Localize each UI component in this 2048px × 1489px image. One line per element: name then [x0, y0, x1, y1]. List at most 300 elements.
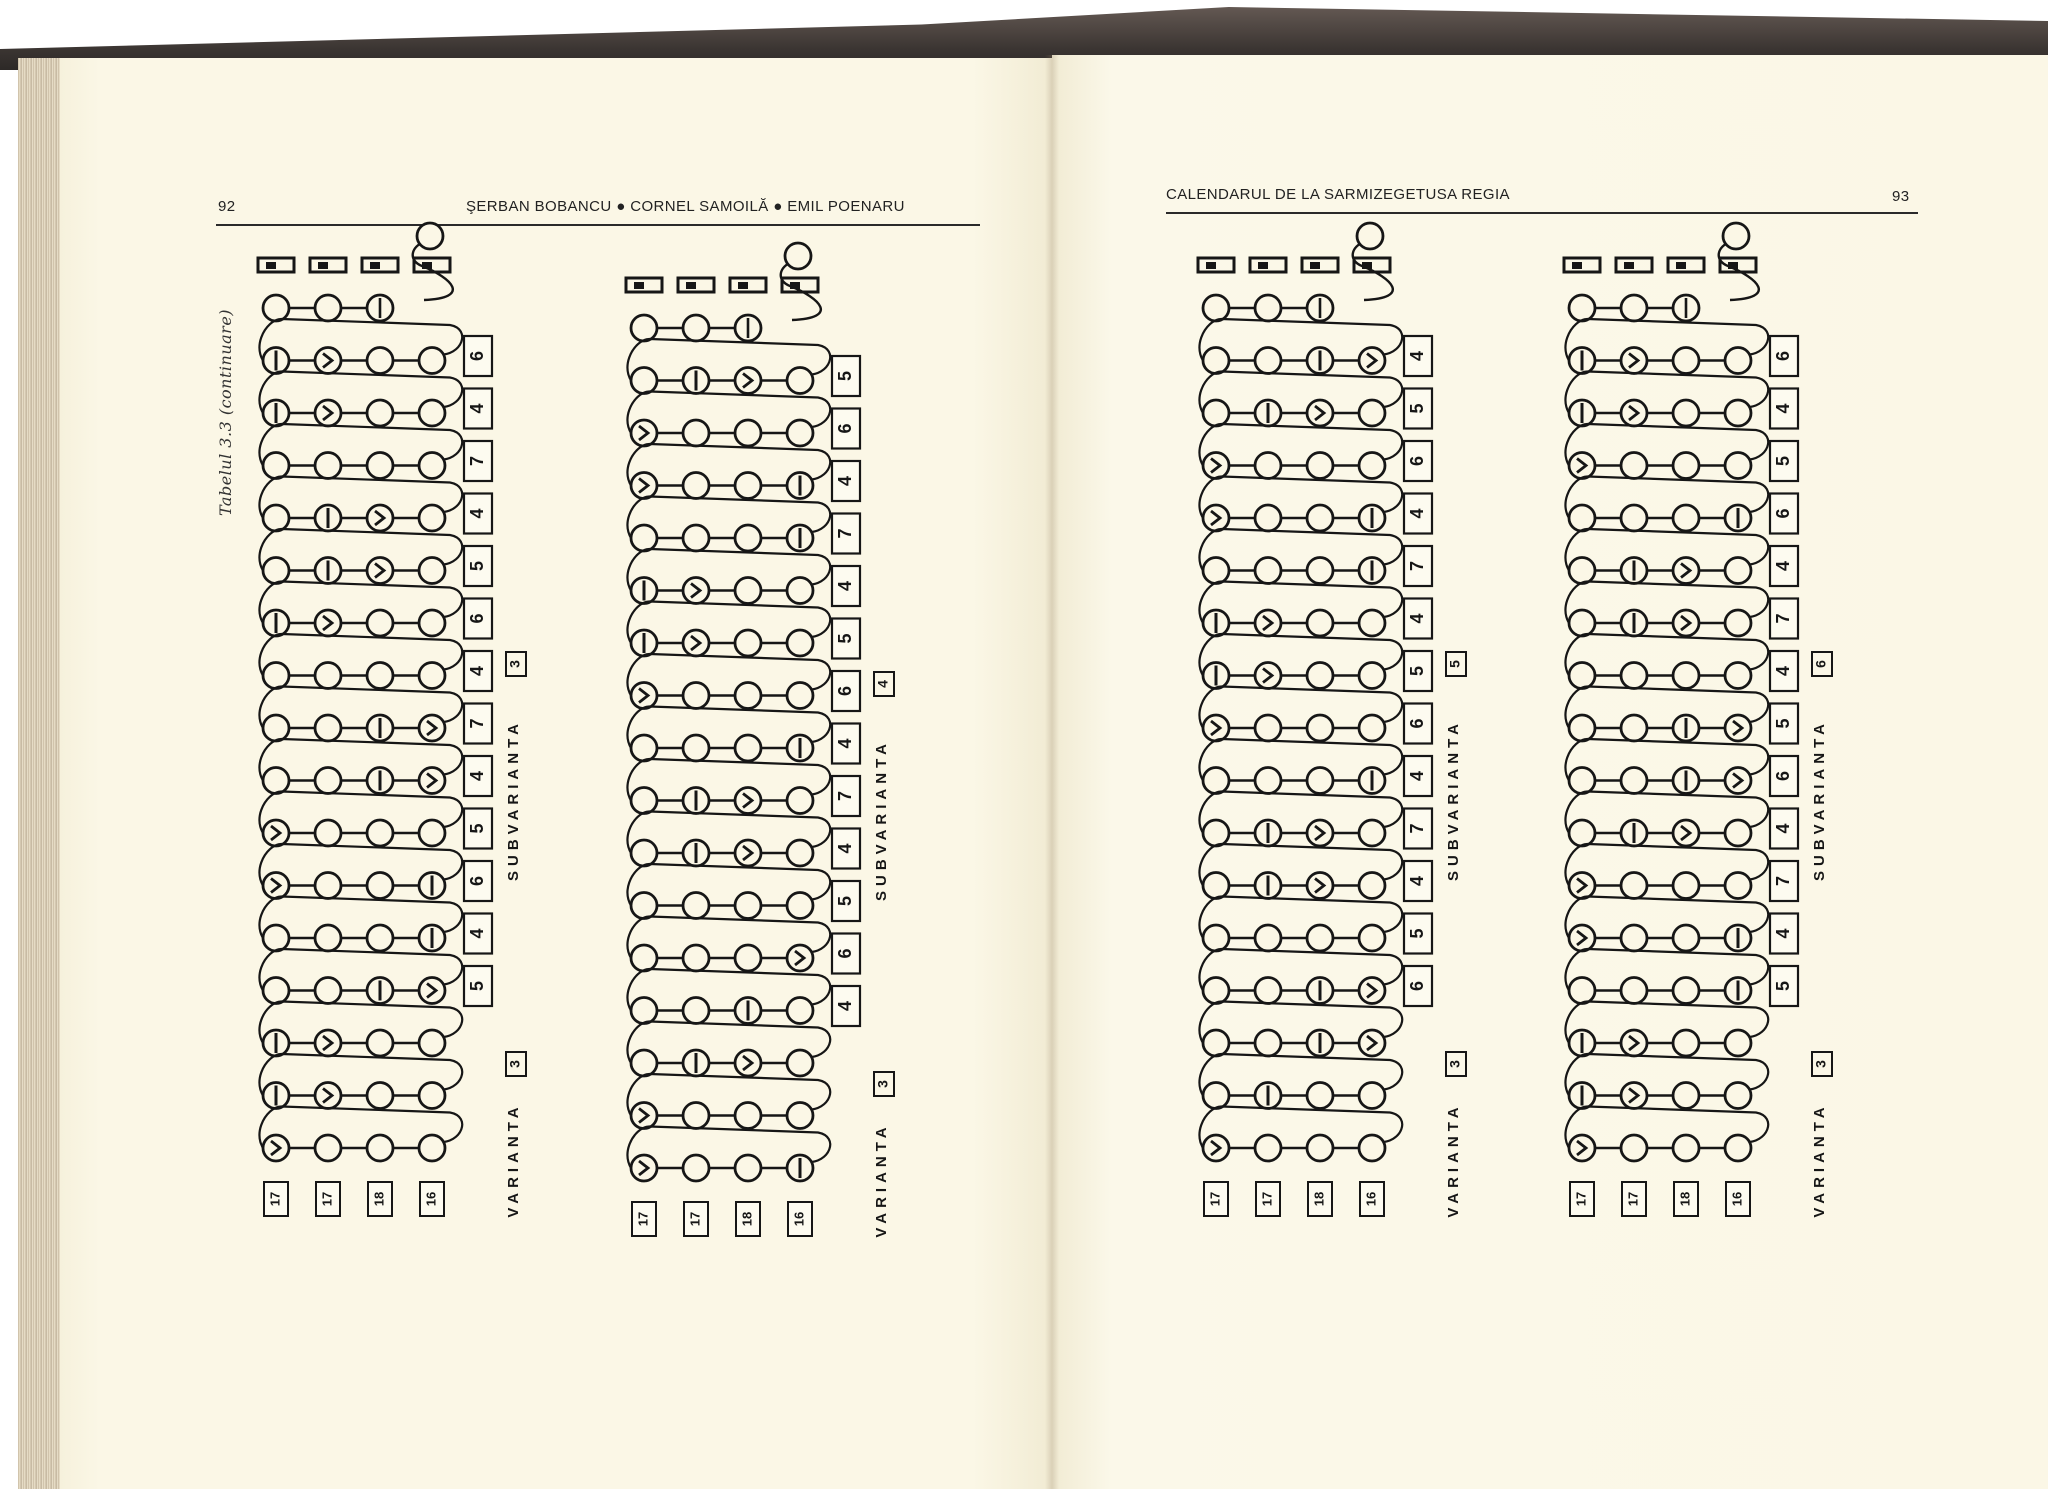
circle-marker: [1725, 1083, 1751, 1109]
circle-row: [627, 496, 830, 551]
circle-row: [259, 1106, 462, 1161]
bottom-number-box: [316, 1182, 340, 1216]
bottom-number-box: [1360, 1182, 1384, 1216]
svg-text:6: 6: [834, 685, 855, 697]
svg-text:18: 18: [1677, 1191, 1693, 1207]
svg-text:6: 6: [1772, 770, 1793, 782]
cycle-number-box: [832, 619, 860, 659]
circle-marker: [263, 1083, 289, 1109]
circle-marker: [1359, 400, 1385, 426]
circle-marker: [1203, 400, 1229, 426]
circle-marker: [735, 630, 761, 656]
circle-marker: [1307, 663, 1333, 689]
svg-text:16: 16: [1729, 1191, 1745, 1207]
circle-marker: [315, 1083, 341, 1109]
circle-row: [1199, 896, 1402, 951]
cycle-number-box: [1770, 389, 1798, 429]
circle-marker: [419, 453, 445, 479]
svg-text:5: 5: [1406, 665, 1427, 677]
circle-marker: [1307, 348, 1333, 374]
circle-row: [627, 916, 830, 971]
bottom-number-box: [1726, 1182, 1750, 1216]
circle-marker: [367, 558, 393, 584]
circle-marker: [1203, 505, 1229, 531]
circle-marker: [315, 610, 341, 636]
circle-row-first: [263, 295, 393, 321]
svg-text:4: 4: [834, 1000, 855, 1012]
circle-marker: [367, 610, 393, 636]
svg-text:7: 7: [1772, 875, 1793, 887]
cycle-number-box: [1404, 756, 1432, 796]
diagram-panel: [1200, 280, 1520, 1340]
circle-row: [1199, 424, 1402, 479]
circle-marker: [1673, 663, 1699, 689]
svg-text:16: 16: [1363, 1191, 1379, 1207]
circle-marker: [683, 1103, 709, 1129]
circle-marker: [735, 578, 761, 604]
circle-marker: [1359, 1083, 1385, 1109]
circle-row: [1565, 1106, 1768, 1161]
circle-row: [1199, 686, 1402, 741]
cycle-number-box: [1404, 441, 1432, 481]
circle-marker: [1621, 453, 1647, 479]
circle-row: [1565, 319, 1768, 374]
circle-marker: [315, 558, 341, 584]
page-edges: [18, 58, 62, 1489]
svg-text:18: 18: [371, 1191, 387, 1207]
circle-row: [1565, 949, 1768, 1004]
subvarianta-label: [873, 672, 894, 901]
circle-marker: [631, 578, 657, 604]
cycle-number-box: [832, 881, 860, 921]
svg-text:3: 3: [1446, 1060, 1463, 1068]
circle-marker: [631, 893, 657, 919]
svg-text:17: 17: [1573, 1191, 1589, 1207]
circle-marker: [367, 663, 393, 689]
svg-text:16: 16: [791, 1211, 807, 1227]
circle-row: [1199, 529, 1402, 584]
circle-marker: [683, 788, 709, 814]
circle-marker: [1307, 925, 1333, 951]
svg-text:7: 7: [466, 455, 487, 467]
circle-marker: [1255, 820, 1281, 846]
circle-marker: [631, 998, 657, 1024]
svg-text:4: 4: [874, 680, 891, 688]
svg-text:4: 4: [1772, 823, 1793, 834]
running-head-left: ŞERBAN BOBANCU ● CORNEL SAMOILĂ ● EMIL POENARU: [466, 198, 905, 215]
circle-marker: [735, 893, 761, 919]
cycle-number-box: [1404, 809, 1432, 849]
circle-row: [1565, 739, 1768, 794]
circle-marker: [683, 1050, 709, 1076]
circle-row: [1199, 844, 1402, 899]
circle-marker: [1725, 1135, 1751, 1161]
circle-marker: [1307, 820, 1333, 846]
cycle-number-box: [1770, 809, 1798, 849]
circle-marker: [315, 978, 341, 1004]
circle-marker: [631, 840, 657, 866]
circle-marker: [735, 1050, 761, 1076]
circle-marker: [735, 473, 761, 499]
svg-text:4: 4: [466, 508, 487, 519]
bottom-number-box: [1308, 1182, 1332, 1216]
circle-marker: [263, 663, 289, 689]
circle-row: [1565, 581, 1768, 636]
circle-marker: [1725, 610, 1751, 636]
circle-marker: [1725, 348, 1751, 374]
circle-marker: [1673, 873, 1699, 899]
circle-marker: [263, 610, 289, 636]
circle-marker: [419, 715, 445, 741]
svg-text:4: 4: [1772, 403, 1793, 414]
circle-marker: [1621, 1030, 1647, 1056]
circle-marker: [787, 1155, 813, 1181]
circle-row: [1199, 949, 1402, 1004]
bottom-number-box: [1622, 1182, 1646, 1216]
bottom-number-box: [684, 1202, 708, 1236]
svg-text:6: 6: [1406, 980, 1427, 992]
cycle-number-box: [464, 389, 492, 429]
circle-marker: [1569, 505, 1595, 531]
cycle-number-box: [1404, 336, 1432, 376]
circle-row: [259, 1054, 462, 1109]
bottom-number-box: [736, 1202, 760, 1236]
bottom-number-box: [1204, 1182, 1228, 1216]
circle-marker: [263, 453, 289, 479]
varianta-label: [1811, 1052, 1832, 1218]
circle-marker: [1359, 558, 1385, 584]
circle-marker: [1307, 453, 1333, 479]
circle-marker: [787, 630, 813, 656]
circle-marker: [1725, 558, 1751, 584]
circle-marker: [367, 1135, 393, 1161]
circle-marker: [631, 945, 657, 971]
circle-row: [627, 601, 830, 656]
circle-marker: [1255, 505, 1281, 531]
circle-marker: [367, 820, 393, 846]
circle-marker: [263, 715, 289, 741]
cycle-number-box: [464, 336, 492, 376]
circle-marker: [1255, 1083, 1281, 1109]
circle-row: [1199, 739, 1402, 794]
page-number-left: 92: [218, 198, 236, 215]
cycle-number-box: [1770, 494, 1798, 534]
bottom-number-box: [1570, 1182, 1594, 1216]
circle-row: [627, 969, 830, 1024]
circle-marker: [1307, 1030, 1333, 1056]
svg-text:5: 5: [1446, 660, 1463, 668]
circle-row: [259, 634, 462, 689]
circle-marker: [1673, 558, 1699, 584]
circle-marker: [1673, 348, 1699, 374]
circle-marker: [315, 1030, 341, 1056]
bottom-number-box: [264, 1182, 288, 1216]
circle-marker: [1673, 768, 1699, 794]
circle-row: [1199, 581, 1402, 636]
circle-marker: [735, 368, 761, 394]
circle-row: [1565, 371, 1768, 426]
circle-row: [1199, 371, 1402, 426]
circle-marker: [1359, 1135, 1385, 1161]
svg-text:17: 17: [687, 1211, 703, 1227]
svg-text:VARIANTA: VARIANTA: [505, 1102, 522, 1218]
svg-text:7: 7: [834, 790, 855, 802]
circle-marker: [787, 683, 813, 709]
circle-marker: [1673, 978, 1699, 1004]
svg-text:3: 3: [1812, 1060, 1829, 1068]
cycle-number-box: [832, 776, 860, 816]
circle-row-first: [1203, 295, 1333, 321]
circle-marker: [1621, 873, 1647, 899]
circle-row: [627, 864, 830, 919]
circle-marker: [1621, 925, 1647, 951]
cycle-number-box: [1770, 861, 1798, 901]
svg-text:4: 4: [1772, 928, 1793, 939]
circle-marker: [1673, 925, 1699, 951]
circle-row: [627, 759, 830, 814]
svg-text:5: 5: [1772, 455, 1793, 467]
svg-text:6: 6: [466, 613, 487, 624]
svg-text:4: 4: [834, 843, 855, 854]
circle-marker: [1569, 400, 1595, 426]
circle-row: [627, 811, 830, 866]
svg-text:SUBVARIANTA: SUBVARIANTA: [505, 719, 522, 881]
circle-marker: [367, 715, 393, 741]
circle-marker: [367, 453, 393, 479]
svg-text:6: 6: [1772, 508, 1793, 519]
circle-marker: [735, 525, 761, 551]
circle-row-first: [1569, 295, 1699, 321]
svg-text:4: 4: [1772, 665, 1793, 677]
circle-marker: [735, 998, 761, 1024]
circle-marker: [1359, 978, 1385, 1004]
circle-marker: [631, 683, 657, 709]
circle-marker: [367, 400, 393, 426]
circle-row: [627, 706, 830, 761]
circle-marker: [263, 1030, 289, 1056]
circle-marker: [683, 630, 709, 656]
circle-row: [1199, 1054, 1402, 1109]
svg-text:6: 6: [466, 875, 487, 887]
header-rule-left: [216, 224, 980, 226]
svg-text:5: 5: [834, 895, 855, 907]
circle-marker: [787, 1103, 813, 1129]
circle-marker: [315, 400, 341, 426]
svg-text:5: 5: [1406, 928, 1427, 939]
circle-marker: [315, 873, 341, 899]
svg-text:5: 5: [466, 823, 487, 834]
circle-marker: [683, 735, 709, 761]
circle-marker: [419, 820, 445, 846]
circle-row: [259, 896, 462, 951]
svg-text:6: 6: [1772, 350, 1793, 362]
circle-marker: [1203, 820, 1229, 846]
circle-marker: [1359, 610, 1385, 636]
circle-marker: [1569, 820, 1595, 846]
circle-marker: [683, 683, 709, 709]
circle-marker: [1621, 558, 1647, 584]
circle-marker: [1621, 768, 1647, 794]
circle-marker: [1569, 1083, 1595, 1109]
diagram-panel: [1566, 280, 1886, 1340]
diagram-panel: [628, 300, 948, 1360]
circle-row: [259, 581, 462, 636]
circle-marker: [1203, 348, 1229, 374]
circle-marker: [1307, 558, 1333, 584]
circle-marker: [419, 978, 445, 1004]
cycle-number-box: [1770, 704, 1798, 744]
circle-marker: [683, 578, 709, 604]
circle-marker: [787, 473, 813, 499]
circle-marker: [419, 925, 445, 951]
circle-row: [259, 686, 462, 741]
circle-marker: [1203, 1135, 1229, 1161]
circle-marker: [1307, 400, 1333, 426]
circle-marker: [1203, 873, 1229, 899]
circle-marker: [1203, 610, 1229, 636]
circle-marker: [1255, 1135, 1281, 1161]
circle-marker: [1255, 1030, 1281, 1056]
svg-text:4: 4: [466, 928, 487, 939]
circle-row: [1199, 476, 1402, 531]
circle-marker: [1725, 453, 1751, 479]
bottom-number-box: [1256, 1182, 1280, 1216]
circle-marker: [787, 945, 813, 971]
circle-marker: [1359, 715, 1385, 741]
cycle-number-box: [1404, 966, 1432, 1006]
circle-marker: [1725, 925, 1751, 951]
svg-text:5: 5: [1406, 403, 1427, 414]
circle-marker: [1621, 610, 1647, 636]
circle-marker: [419, 1135, 445, 1161]
circle-marker: [419, 610, 445, 636]
circle-marker: [787, 998, 813, 1024]
circle-marker: [1359, 873, 1385, 899]
circle-marker: [263, 820, 289, 846]
page-number-right: 93: [1892, 188, 1910, 205]
circle-marker: [787, 1050, 813, 1076]
circle-marker: [1307, 978, 1333, 1004]
circle-row: [1565, 424, 1768, 479]
circle-marker: [1203, 453, 1229, 479]
circle-row: [259, 319, 462, 374]
circle-row: [627, 1021, 830, 1076]
circle-marker: [683, 840, 709, 866]
circle-row-first: [631, 315, 761, 341]
circle-marker: [1203, 663, 1229, 689]
circle-marker: [735, 1103, 761, 1129]
bottom-number-box: [1674, 1182, 1698, 1216]
circle-marker: [631, 630, 657, 656]
circle-row: [1565, 896, 1768, 951]
cycle-number-box: [464, 651, 492, 691]
circle-row: [1565, 791, 1768, 846]
circle-row: [259, 791, 462, 846]
svg-text:VARIANTA: VARIANTA: [1811, 1102, 1828, 1218]
circle-marker: [1255, 610, 1281, 636]
circle-marker: [631, 473, 657, 499]
circle-row: [259, 739, 462, 794]
circle-marker: [1203, 1030, 1229, 1056]
circle-marker: [787, 840, 813, 866]
circle-marker: [1725, 768, 1751, 794]
circle-marker: [1359, 820, 1385, 846]
circle-marker: [1569, 610, 1595, 636]
circle-marker: [787, 735, 813, 761]
circle-marker: [1569, 925, 1595, 951]
circle-marker: [1307, 505, 1333, 531]
cycle-number-box: [464, 494, 492, 534]
cycle-number-box: [1404, 914, 1432, 954]
svg-text:4: 4: [834, 475, 855, 487]
circle-row: [627, 1074, 830, 1129]
circle-marker: [1725, 715, 1751, 741]
cycle-number-box: [464, 809, 492, 849]
circle-marker: [419, 768, 445, 794]
circle-marker: [683, 1155, 709, 1181]
circle-row: [259, 424, 462, 479]
book-gutter: [1045, 55, 1059, 1489]
circle-marker: [263, 768, 289, 794]
circle-marker: [1255, 715, 1281, 741]
svg-text:4: 4: [1406, 770, 1427, 782]
circle-marker: [315, 820, 341, 846]
cycle-number-box: [832, 409, 860, 449]
cycle-number-box: [464, 441, 492, 481]
svg-text:7: 7: [466, 718, 487, 729]
circle-marker: [1359, 925, 1385, 951]
svg-text:7: 7: [1772, 613, 1793, 624]
circle-marker: [787, 578, 813, 604]
circle-marker: [263, 505, 289, 531]
svg-text:4: 4: [1406, 350, 1427, 362]
circle-marker: [1621, 715, 1647, 741]
circle-marker: [263, 925, 289, 951]
svg-text:4: 4: [466, 403, 487, 414]
circle-marker: [735, 735, 761, 761]
cycle-number-box: [1404, 704, 1432, 744]
cycle-number-box: [464, 756, 492, 796]
svg-text:VARIANTA: VARIANTA: [1445, 1102, 1462, 1218]
circle-marker: [1569, 1135, 1595, 1161]
circle-row: [627, 339, 830, 394]
circle-marker: [631, 1050, 657, 1076]
svg-text:6: 6: [834, 948, 855, 959]
svg-text:4: 4: [1772, 560, 1793, 572]
circle-row: [627, 654, 830, 709]
circle-row: [1565, 1054, 1768, 1109]
svg-text:17: 17: [635, 1211, 651, 1227]
cycle-number-box: [464, 546, 492, 586]
circle-marker: [787, 368, 813, 394]
circle-marker: [1673, 400, 1699, 426]
circle-marker: [1621, 400, 1647, 426]
circle-marker: [1203, 715, 1229, 741]
svg-text:5: 5: [834, 633, 855, 644]
circle-row: [1199, 1001, 1402, 1056]
cycle-number-box: [1770, 599, 1798, 639]
cycle-number-box: [832, 829, 860, 869]
bottom-number-box: [420, 1182, 444, 1216]
circle-marker: [419, 505, 445, 531]
circle-marker: [263, 558, 289, 584]
circle-row: [1199, 791, 1402, 846]
circle-marker: [263, 1135, 289, 1161]
circle-marker: [1673, 1030, 1699, 1056]
svg-text:4: 4: [834, 738, 855, 749]
circle-row: [1199, 1106, 1402, 1161]
circle-marker: [787, 420, 813, 446]
